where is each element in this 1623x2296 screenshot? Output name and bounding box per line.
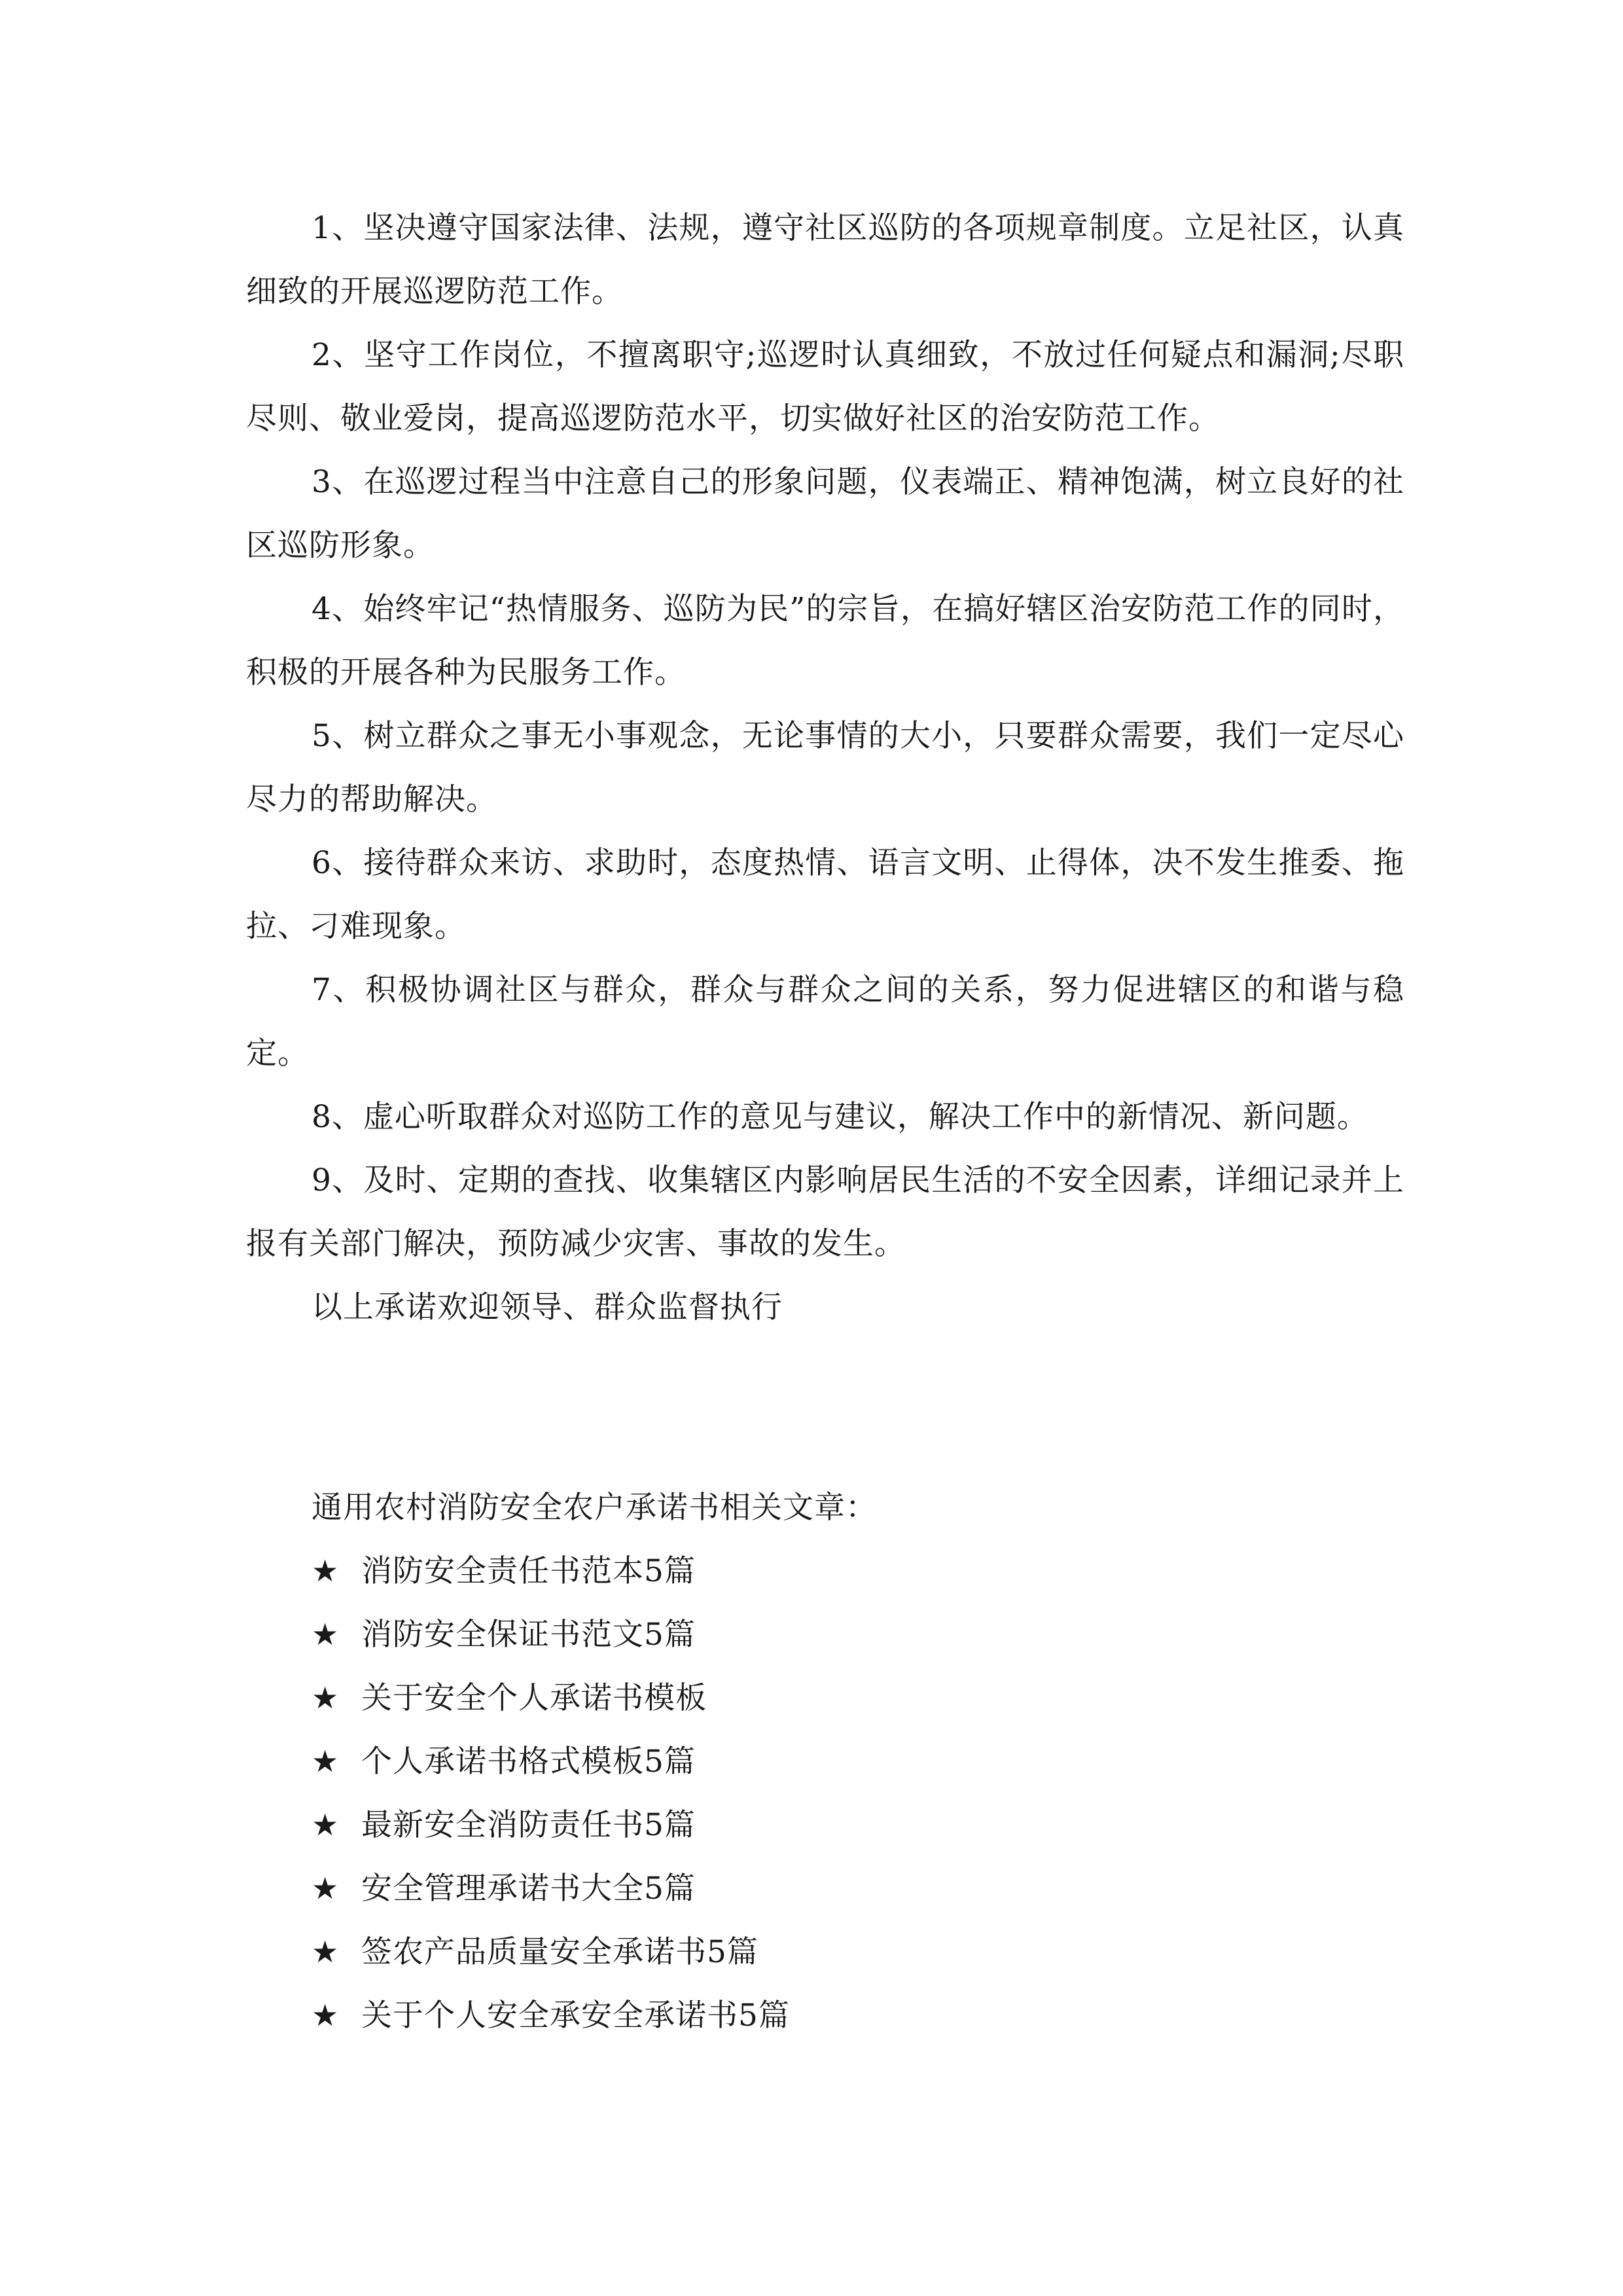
related-article-title: 关于安全个人承诺书模板 (361, 1680, 707, 1716)
closing-statement: 以上承诺欢迎领导、群众监督执行 (312, 1289, 783, 1325)
star-icon: ★ (312, 1998, 340, 2033)
star-icon: ★ (312, 1680, 340, 1715)
related-article-title: 安全管理承诺书大全5篇 (361, 1871, 696, 1907)
related-article-link[interactable] (312, 1730, 1293, 1793)
star-icon: ★ (312, 1744, 340, 1779)
related-article-title: 关于个人安全承安全承诺书5篇 (361, 1998, 790, 2034)
related-article-link[interactable] (312, 1984, 1293, 2047)
star-icon: ★ (312, 1934, 340, 1969)
star-icon: ★ (312, 1553, 340, 1588)
related-article-title: 签农产品质量安全承诺书5篇 (361, 1934, 758, 1970)
star-icon: ★ (312, 1617, 340, 1652)
related-article-link[interactable] (312, 1857, 1293, 1920)
pledge-item-4: 4、始终牢记“热情服务、巡防为民”的宗旨，在搞好辖区治安防范工作的同时，积极的开展各种为民服务工作。 (246, 591, 1404, 691)
pledge-item-3: 3、在巡逻过程当中注意自己的形象问题，仪表端正、精神饱满，树立良好的社区巡防形象。 (246, 464, 1404, 564)
related-article-link[interactable] (312, 1539, 1293, 1603)
related-articles-list (312, 1539, 1293, 2047)
related-article-link[interactable] (312, 1603, 1293, 1666)
related-article-link[interactable] (312, 1920, 1293, 1984)
related-articles-title: 通用农村消防安全农户承诺书相关文章： (312, 1490, 877, 1526)
related-article-title: 最新安全消防责任书5篇 (361, 1807, 696, 1843)
related-article-link[interactable] (312, 1666, 1293, 1730)
pledge-item-5: 5、树立群众之事无小事观念，无论事情的大小，只要群众需要，我们一定尽心尽力的帮助解决。 (246, 718, 1404, 817)
pledge-item-6: 6、接待群众来访、求助时，态度热情、语言文明、止得体，决不发生推委、拖拉、刁难现象。 (246, 845, 1404, 944)
related-article-link[interactable] (312, 1793, 1293, 1857)
star-icon: ★ (312, 1807, 340, 1842)
pledge-item-7: 7、积极协调社区与群众，群众与群众之间的关系，努力促进辖区的和谐与稳定。 (246, 972, 1404, 1071)
related-article-title: 消防安全责任书范本5篇 (361, 1553, 696, 1589)
related-article-title: 消防安全保证书范文5篇 (361, 1617, 696, 1653)
star-icon: ★ (312, 1871, 340, 1906)
related-article-title: 个人承诺书格式模板5篇 (361, 1744, 696, 1780)
pledge-item-9: 9、及时、定期的查找、收集辖区内影响居民生活的不安全因素，详细记录并上报有关部门解决，预防减少灾害、事故的发生。 (246, 1162, 1404, 1262)
related-articles (312, 1476, 1293, 2047)
pledge-body (246, 196, 1404, 1339)
pledge-item-1: 1、坚决遵守国家法律、法规，遵守社区巡防的各项规章制度。立足社区，认真细致的开展巡逻防范工作。 (246, 210, 1404, 310)
pledge-item-8: 8、虚心听取群众对巡防工作的意见与建议，解决工作中的新情况、新问题。 (312, 1099, 1368, 1135)
pledge-item-2: 2、坚守工作岗位，不擅离职守;巡逻时认真细致，不放过任何疑点和漏洞;尽职尽则、敬业爱岗，提高巡逻防范水平，切实做好社区的治安防范工作。 (246, 337, 1404, 437)
